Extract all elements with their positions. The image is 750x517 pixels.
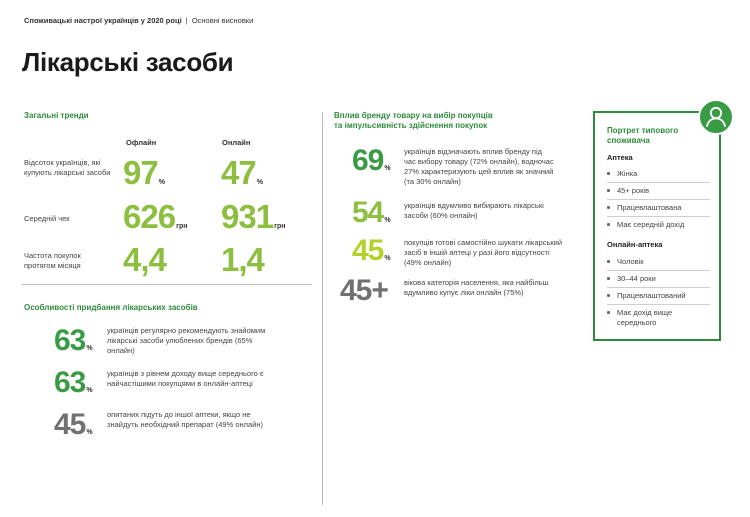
section-divider (22, 284, 312, 285)
feature-text: українців регулярно рекомендують знайомим лікарські засоби улюблених брендів (65% онлайн) (107, 326, 266, 355)
brand-title-line1: Вплив бренду товару на вибір покупців (334, 111, 493, 120)
trend-offline-share: 97% (123, 154, 165, 191)
brand-text: вікова категорія населення, яка найбільш вдумливо купує ліки онлайн (75%) (404, 278, 549, 297)
pharmacy-item: Жінка (607, 169, 707, 179)
report-header (24, 16, 253, 25)
card-divider (607, 270, 710, 271)
col-online: Онлайн (222, 138, 251, 147)
brand-text: українців вдумливо вибирають лікарські засоби (60% онлайн) (404, 201, 544, 220)
brand-stat: 45% (352, 234, 391, 267)
brand-stat: 45+ (340, 274, 388, 307)
card-divider (607, 199, 710, 200)
brand-title-line2: та імпульсивність здійснення покупок (334, 121, 488, 130)
brand-stat: 69% (352, 144, 391, 177)
features-title: Особливості придбання лікарських засобів (24, 303, 198, 312)
trend-online-share: 47% (221, 154, 263, 191)
brand-title (334, 111, 493, 131)
trend-online-frequency: 1,4 (221, 241, 264, 278)
pharmacy-title: Аптека (607, 153, 633, 162)
card-divider (607, 287, 710, 288)
brand-text: покупців готові самостійно шукати лікарський засіб в іншій аптеці у разі його відсутності (49% онлайн) (404, 238, 563, 267)
trend-offline-check: 626грн (123, 198, 188, 235)
card-divider (607, 182, 710, 183)
brand-stat: 54% (352, 196, 391, 229)
online-title: Онлайн-аптека (607, 240, 663, 249)
online-item: Має дохід вище середнього (607, 308, 707, 328)
pharmacy-item: Має середній дохід (607, 220, 707, 230)
report-section: Основні висновки (191, 16, 254, 25)
feature-text: українців з рівнем доходу вище середнього є найчастішими покупцями в онлайн-аптеці (107, 369, 264, 388)
feature-stat: 63% (54, 366, 93, 399)
trend-label-share: Відсоток українців, які купують лікарські засоби (24, 158, 111, 177)
online-item: Чоловік (607, 257, 707, 267)
col-offline: Офлайн (126, 138, 157, 147)
column-divider (322, 112, 323, 505)
header-separator: | (185, 16, 188, 25)
online-item: Працевлаштований (607, 291, 707, 301)
card-divider (607, 304, 710, 305)
trend-offline-frequency: 4,4 (123, 241, 166, 278)
trend-label-frequency: Частота покупок протягом місяця (24, 251, 81, 270)
portrait-title: Портрет типового споживача (607, 126, 679, 145)
trend-label-check: Середній чек (24, 214, 70, 223)
feature-text: опитаних підуть до іншої аптеки, якщо не знайдуть необхідний препарат (49% онлайн) (107, 410, 264, 429)
feature-stat: 45% (54, 408, 93, 441)
card-divider (607, 216, 710, 217)
online-item: 30–44 роки (607, 274, 707, 284)
brand-text: українців відзначають вплив бренду під час вибору товару (72% онлайн), водночас 27% характеризують цей вплив як значний (та 30% онлайн) (404, 147, 554, 186)
report-title: Споживацькі настрої українців у 2020 році (24, 16, 182, 25)
trends-title: Загальні тренди (24, 111, 89, 120)
pharmacy-item: 45+ років (607, 186, 707, 196)
trend-online-check: 931грн (221, 198, 286, 235)
page-title: Лікарські засоби (22, 47, 234, 77)
feature-stat: 63% (54, 324, 93, 357)
pharmacy-item: Працевлаштована (607, 203, 707, 213)
